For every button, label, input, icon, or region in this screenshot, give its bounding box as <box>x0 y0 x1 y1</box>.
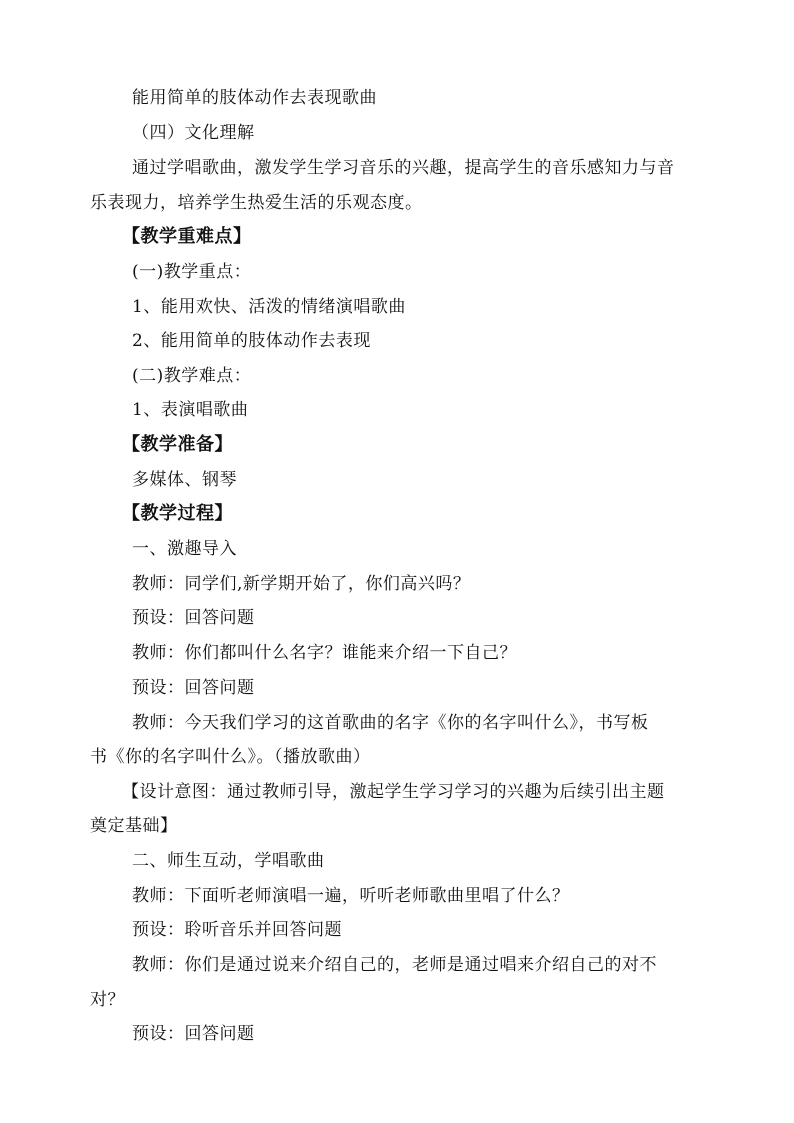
paragraph-line: 通过学唱歌曲，激发学生学习音乐的兴趣，提高学生的音乐感知力与音 <box>132 158 675 178</box>
design-intent: 【设计意图：通过教师引导，激起学生学习学习的兴趣为后续引出主题 <box>122 782 665 802</box>
list-item: 1、表演唱歌曲 <box>132 400 249 420</box>
dialogue-line: 教师：同学们,新学期开始了，你们高兴吗？ <box>132 574 471 594</box>
dialogue-line: 教师：今天我们学习的这首歌曲的名字《你的名字叫什么》，书写板 <box>132 713 649 733</box>
dialogue-line: 教师：你们都叫什么名字？谁能来介绍一下自己？ <box>132 643 517 663</box>
subsection-title: (一)教学重点： <box>132 262 252 282</box>
paragraph-line: 乐表现力，培养学生热爱生活的乐观态度。 <box>90 193 423 213</box>
step-title: 二、师生互动，学唱歌曲 <box>132 851 325 871</box>
section-heading: 【教学重难点】 <box>122 226 252 247</box>
dialogue-line: 对？ <box>90 990 125 1010</box>
paragraph-line: 能用简单的肢体动作去表现歌曲 <box>132 88 377 108</box>
dialogue-line: 教师：下面听老师演唱一遍，听听老师歌曲里唱了什么？ <box>132 886 570 906</box>
dialogue-line: 预设：回答问题 <box>132 678 255 698</box>
section-title: （四）文化理解 <box>132 123 255 143</box>
design-intent: 奠定基础】 <box>90 816 178 836</box>
subsection-title: (二)教学难点： <box>132 366 252 386</box>
list-item: 2、能用简单的肢体动作去表现 <box>132 331 371 351</box>
dialogue-line: 书《你的名字叫什么》。（播放歌曲） <box>90 747 371 767</box>
section-heading: 【教学过程】 <box>122 503 233 524</box>
dialogue-line: 预设：回答问题 <box>132 1024 255 1044</box>
paragraph-line: 多媒体、钢琴 <box>132 470 237 490</box>
step-title: 一、激趣导入 <box>132 539 237 559</box>
list-item: 1、能用欢快、活泼的情绪演唱歌曲 <box>132 297 406 317</box>
dialogue-line: 预设：回答问题 <box>132 608 255 628</box>
dialogue-line: 教师：你们是通过说来介绍自己的，老师是通过唱来介绍自己的对不 <box>132 955 657 975</box>
section-heading: 【教学准备】 <box>122 434 233 455</box>
dialogue-line: 预设：聆听音乐并回答问题 <box>132 920 342 940</box>
